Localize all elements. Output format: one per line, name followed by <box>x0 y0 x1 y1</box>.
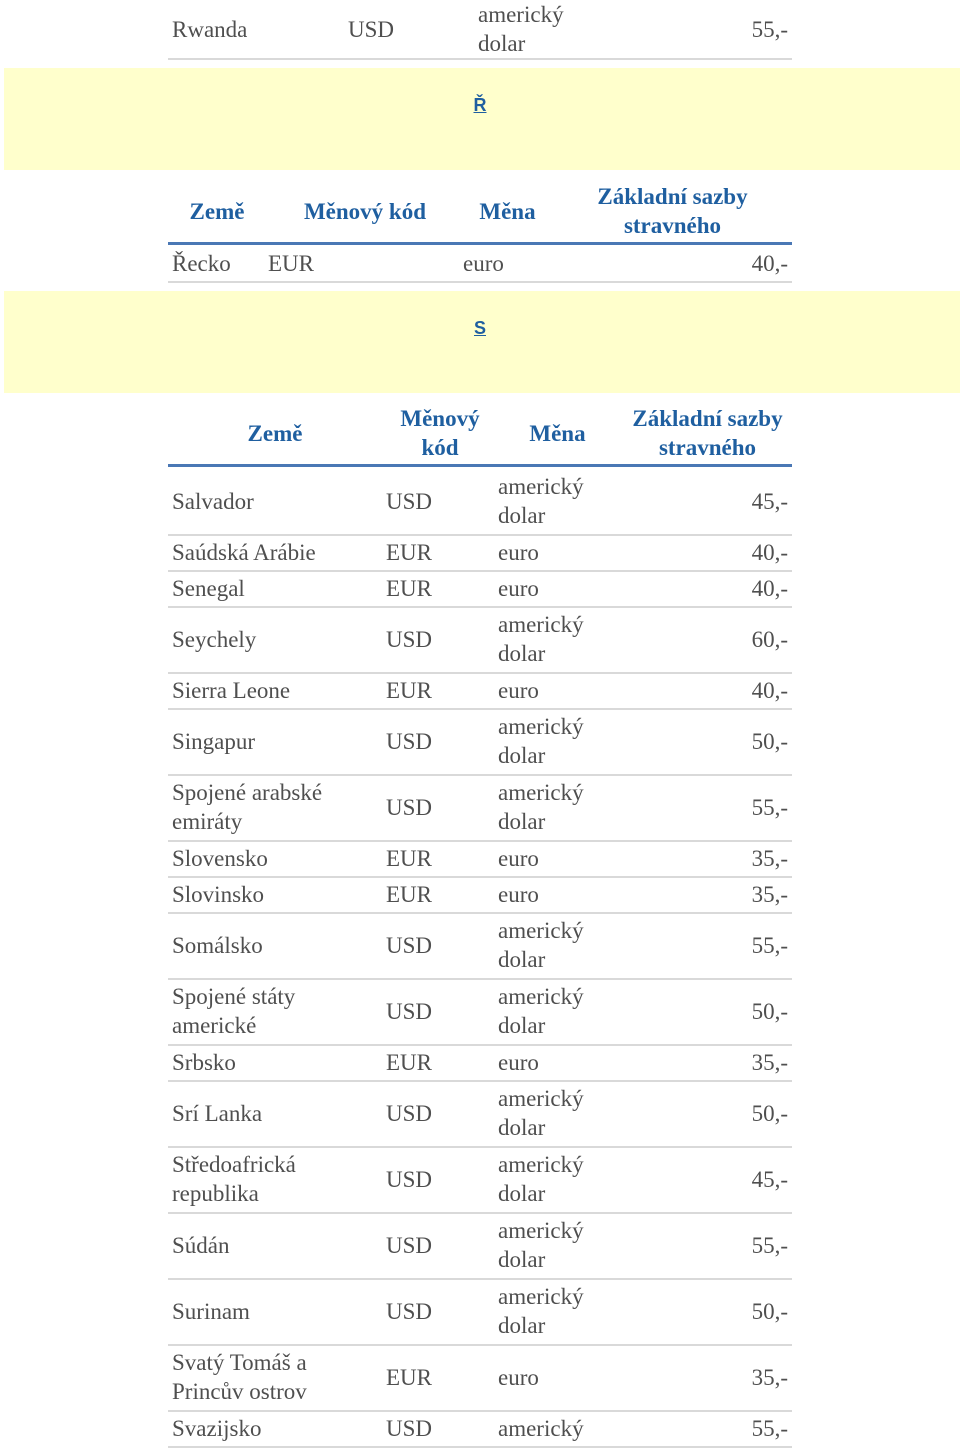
country-cell: Salvador <box>172 488 254 514</box>
currency-cell: americký dolar <box>498 780 584 834</box>
country-cell: Spojené státy americké <box>172 984 296 1038</box>
currency-code-cell: EUR <box>268 250 314 276</box>
currency-cell: euro <box>498 881 539 907</box>
table-row <box>168 1278 792 1346</box>
table-row <box>168 245 792 283</box>
table-row <box>168 0 792 60</box>
table-row <box>168 672 792 710</box>
header-country: Země <box>189 199 245 224</box>
country-cell: Surinam <box>172 1298 250 1324</box>
rate-cell: 55,- <box>751 16 788 42</box>
country-cell: Srbsko <box>172 1049 236 1075</box>
country-cell: Slovensko <box>172 845 268 871</box>
currency-cell: americký dolar <box>498 1152 584 1206</box>
currency-cell: euro <box>498 677 539 703</box>
country-cell: Senegal <box>172 575 245 601</box>
rate-cell: 50,- <box>751 998 788 1024</box>
table-row <box>168 1080 792 1148</box>
table-row <box>168 978 792 1046</box>
header-rate: Základní sazby stravného <box>597 184 748 238</box>
currency-cell: euro <box>498 1049 539 1075</box>
currency-code-cell: EUR <box>386 845 432 871</box>
rate-cell: 50,- <box>751 1100 788 1126</box>
currency-cell: americký dolar <box>498 612 584 666</box>
currency-code-cell: USD <box>386 728 433 754</box>
table-row <box>168 534 792 572</box>
country-cell: Somálsko <box>172 932 263 958</box>
country-cell: Svazijsko <box>172 1415 262 1441</box>
rate-cell: 55,- <box>751 932 788 958</box>
currency-code-cell: EUR <box>386 1049 432 1075</box>
currency-cell: euro <box>498 575 539 601</box>
currency-code-cell: EUR <box>386 1364 432 1390</box>
table-row <box>168 1146 792 1214</box>
table-row <box>168 1212 792 1280</box>
currency-code-cell: USD <box>386 626 433 652</box>
table-row <box>168 840 792 878</box>
header-currency: Měna <box>529 421 586 446</box>
section-band-r <box>4 68 960 170</box>
country-cell: Singapur <box>172 728 256 754</box>
rate-cell: 45,- <box>751 488 788 514</box>
country-cell: Rwanda <box>172 16 248 42</box>
header-currency-code: Měnový kód <box>400 406 480 460</box>
rate-cell: 35,- <box>751 1364 788 1390</box>
country-cell: Saúdská Arábie <box>172 539 316 565</box>
currency-code-cell: USD <box>386 488 433 514</box>
country-cell: Svatý Tomáš a Princův ostrov <box>172 1350 307 1404</box>
currency-cell: americký dolar <box>498 918 584 972</box>
currency-code-cell: USD <box>386 932 433 958</box>
currency-cell: euro <box>498 845 539 871</box>
currency-code-cell: USD <box>386 794 433 820</box>
currency-code-cell: EUR <box>386 539 432 565</box>
table-row <box>168 1044 792 1082</box>
country-cell: Slovinsko <box>172 881 265 907</box>
section-letter-s[interactable]: S <box>473 318 486 338</box>
rate-cell: 60,- <box>751 626 788 652</box>
rate-cell: 40,- <box>751 677 788 703</box>
section-letter-r[interactable]: Ř <box>473 95 487 115</box>
rate-cell: 40,- <box>751 539 788 565</box>
rate-cell: 35,- <box>751 1049 788 1075</box>
section-band-s <box>4 291 960 393</box>
currency-cell: americký dolar <box>478 2 564 56</box>
currency-cell: euro <box>498 1364 539 1390</box>
header-currency: Měna <box>479 199 536 224</box>
header-rate: Základní sazby stravného <box>632 406 783 460</box>
country-cell: Sierra Leone <box>172 677 291 703</box>
currency-cell: euro <box>463 250 504 276</box>
currency-cell: americký dolar <box>498 1086 584 1140</box>
table-row <box>168 876 792 914</box>
currency-code-cell: USD <box>386 1415 433 1441</box>
rate-cell: 40,- <box>751 250 788 276</box>
currency-code-cell: USD <box>386 1100 433 1126</box>
country-cell: Středoafrická republika <box>172 1152 296 1206</box>
rate-cell: 35,- <box>751 845 788 871</box>
country-cell: Řecko <box>172 250 231 276</box>
currency-cell: americký dolar <box>498 984 584 1038</box>
currency-code-cell: EUR <box>386 677 432 703</box>
currency-cell: americký <box>498 1415 584 1441</box>
header-currency-code: Měnový kód <box>303 199 427 224</box>
rate-cell: 35,- <box>751 881 788 907</box>
table-row <box>168 606 792 674</box>
table-row <box>168 774 792 842</box>
rate-cell: 55,- <box>751 1232 788 1258</box>
currency-cell: euro <box>498 539 539 565</box>
country-cell: Spojené arabské emiráty <box>172 780 323 834</box>
rate-cell: 45,- <box>751 1166 788 1192</box>
table-row <box>168 1410 792 1448</box>
currency-cell: americký dolar <box>498 474 584 528</box>
header-divider <box>168 464 792 467</box>
table-row <box>168 912 792 980</box>
table-row <box>168 570 792 608</box>
currency-cell: americký dolar <box>498 714 584 768</box>
table-row <box>168 1344 792 1412</box>
currency-code-cell: EUR <box>386 881 432 907</box>
currency-code-cell: USD <box>386 1298 433 1324</box>
rate-cell: 40,- <box>751 575 788 601</box>
currency-code-cell: USD <box>386 998 433 1024</box>
rate-cell: 55,- <box>751 1415 788 1441</box>
rate-cell: 55,- <box>751 794 788 820</box>
country-cell: Seychely <box>172 626 257 652</box>
country-cell: Srí Lanka <box>172 1100 263 1126</box>
currency-code-cell: USD <box>348 16 395 42</box>
table-row <box>168 468 792 536</box>
currency-code-cell: USD <box>386 1166 433 1192</box>
header-country: Země <box>247 421 303 446</box>
currency-code-cell: USD <box>386 1232 433 1258</box>
currency-cell: americký dolar <box>498 1284 584 1338</box>
currency-cell: americký dolar <box>498 1218 584 1272</box>
table-row <box>168 708 792 776</box>
rate-cell: 50,- <box>751 728 788 754</box>
currency-code-cell: EUR <box>386 575 432 601</box>
country-cell: Súdán <box>172 1232 230 1258</box>
rate-cell: 50,- <box>751 1298 788 1324</box>
